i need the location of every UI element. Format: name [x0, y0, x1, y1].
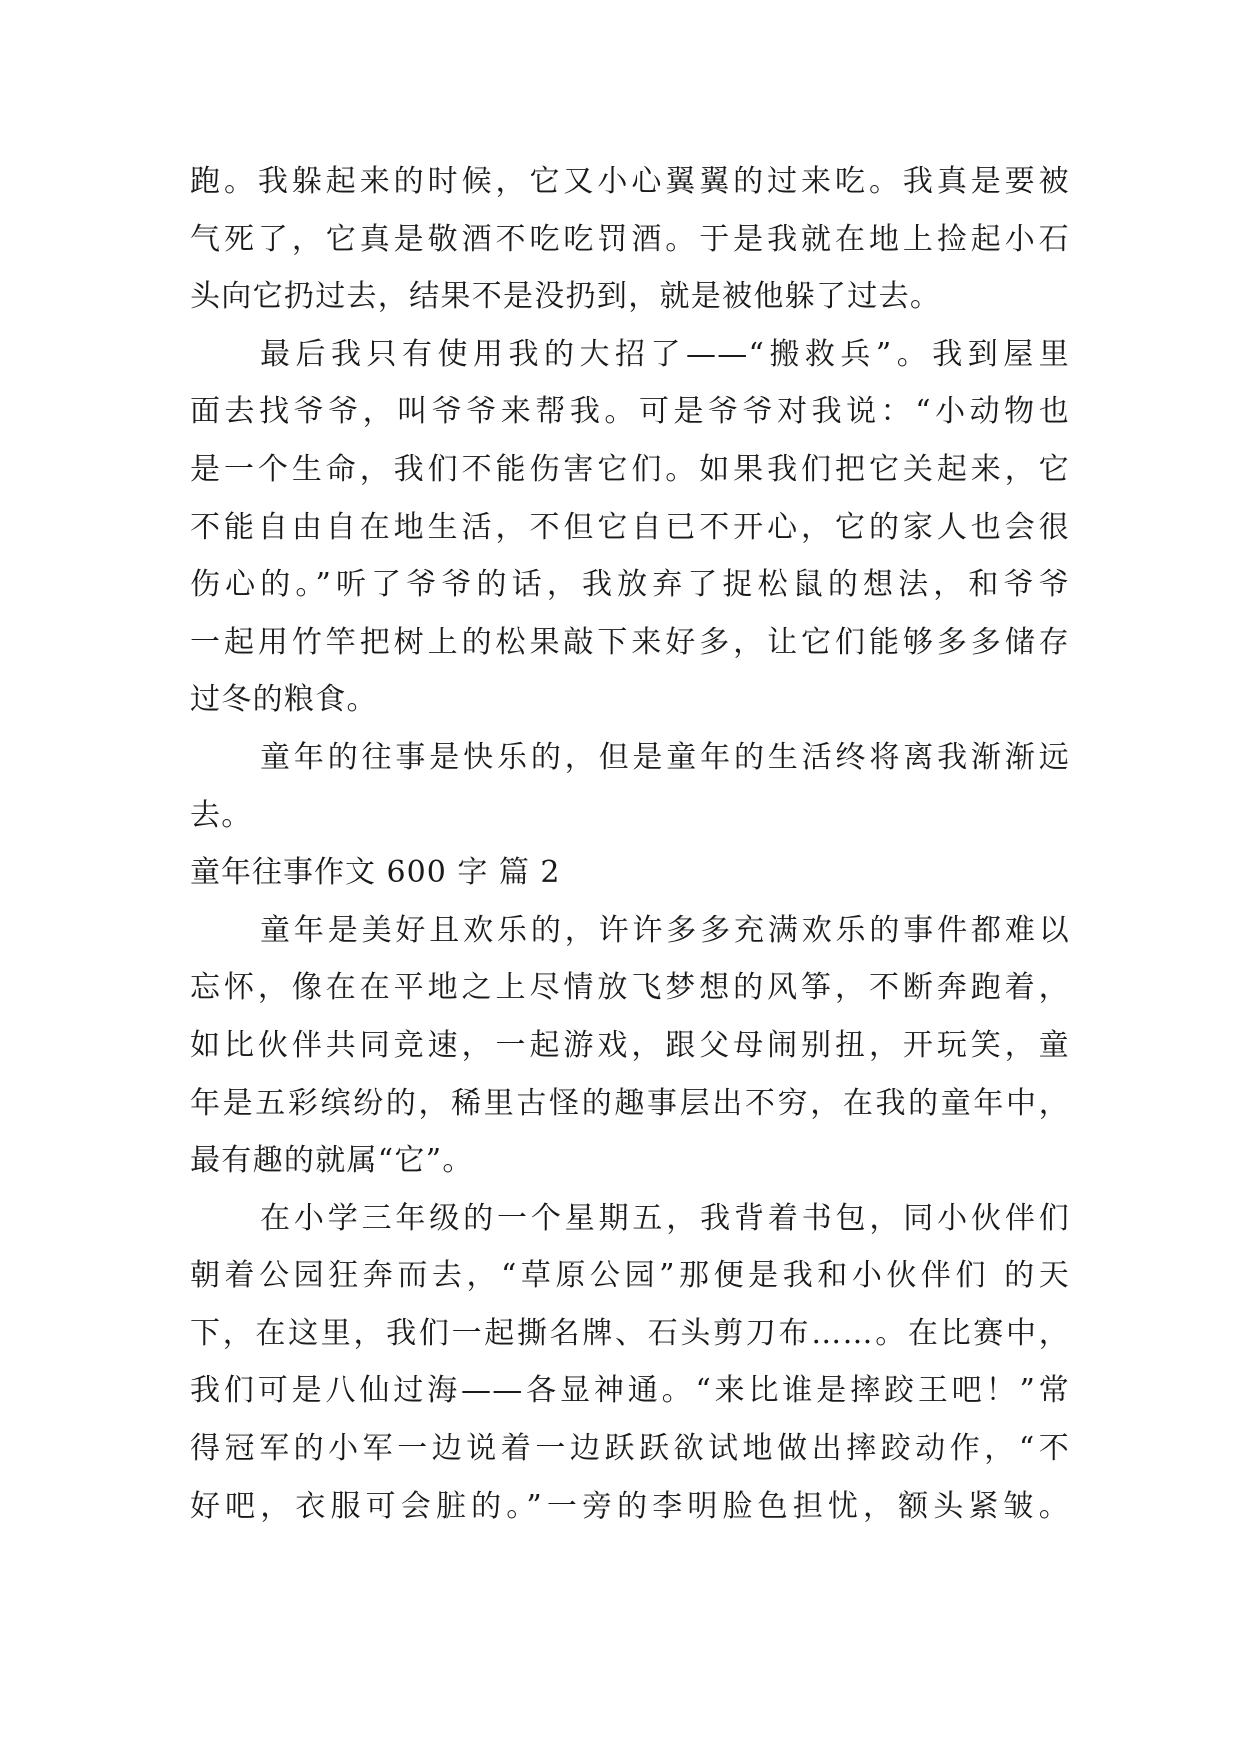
text-line: 气死了，它真是敬酒不吃吃罚酒。于是我就在地上捡起小石	[190, 221, 1070, 257]
text-line: 头向它扔过去，结果不是没扔到，就是被他躲了过去。	[190, 279, 942, 315]
text-line: 面去找爷爷，叫爷爷来帮我。可是爷爷对我说：“小动物也	[190, 394, 1070, 430]
text-line: 好吧，衣服可会脏的。”一旁的李明脸色担忧，额头紧皱。	[190, 1488, 1070, 1524]
text-line: 我们可是八仙过海——各显神通。“来比谁是摔跤王吧！”常	[190, 1373, 1070, 1409]
text-line: 如比伙伴共同竞速，一起游戏，跟父母闹别扭，开玩笑，童	[190, 1027, 1070, 1063]
text-line: 跑。我躲起来的时候，它又小心翼翼的过来吃。我真是要被	[190, 164, 1070, 199]
text-line: 去。	[190, 797, 253, 833]
text-line: 最有趣的就属“它”。	[190, 1143, 474, 1179]
paragraph-first-line: 在小学三年级的一个星期五，我背着书包，同小伙伴们	[260, 1200, 1070, 1236]
text-line: 忘怀，像在在平地之上尽情放飞梦想的风筝，不断奔跑着，	[190, 970, 1070, 1006]
paragraph-first-line: 最后我只有使用我的大招了——“搬救兵”。我到屋里	[260, 336, 1070, 372]
paragraph-first-line: 童年的往事是快乐的，但是童年的生活终将离我渐渐远	[260, 739, 1070, 775]
text-line: 下，在这里，我们一起撕名牌、石头剪刀布……。在比赛中，	[190, 1315, 1070, 1351]
text-line: 得冠军的小军一边说着一边跃跃欲试地做出摔跤动作，“不	[190, 1431, 1070, 1467]
text-line: 是一个生命，我们不能伤害它们。如果我们把它关起来，它	[190, 451, 1070, 487]
text-line: 一起用竹竿把树上的松果敲下来好多，让它们能够多多储存	[190, 624, 1070, 660]
text-line: 朝着公园狂奔而去，“草原公园”那便是我和小伙伴们 的天	[190, 1258, 1070, 1294]
paragraph-first-line: 童年是美好且欢乐的，许许多多充满欢乐的事件都难以	[260, 912, 1070, 948]
text-line: 伤心的。”听了爷爷的话，我放弃了捉松鼠的想法，和爷爷	[190, 567, 1070, 603]
text-line: 不能自由自在地生活，不但它自已不开心，它的家人也会很	[190, 509, 1070, 545]
section-heading: 童年往事作文 600 字 篇 2	[190, 855, 561, 891]
document-body	[190, 153, 1070, 1535]
text-line: 过冬的粮食。	[190, 682, 378, 718]
text-line: 年是五彩缤纷的，稀里古怪的趣事层出不穷，在我的童年中，	[190, 1085, 1070, 1121]
